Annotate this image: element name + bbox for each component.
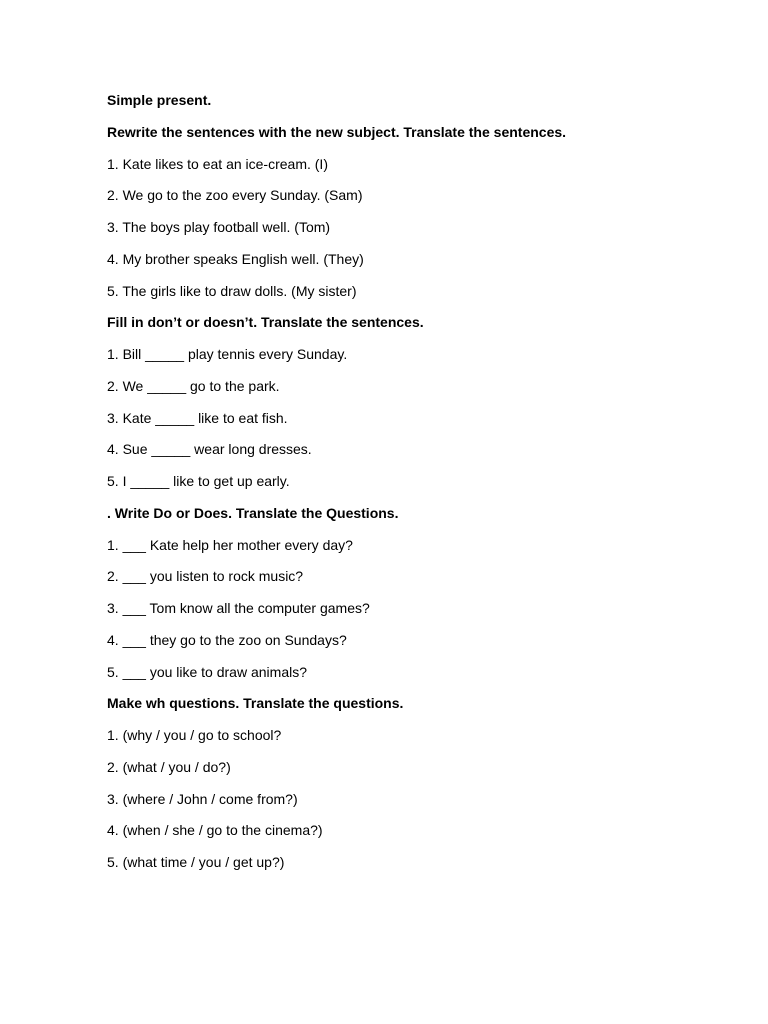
section-heading: Fill in don’t or doesn’t. Translate the sentences.	[107, 314, 424, 331]
worksheet-page	[107, 90, 727, 884]
exercise-item: 5. ___ you like to draw animals?	[107, 663, 307, 680]
section-heading: Make wh questions. Translate the questions.	[107, 695, 404, 712]
exercise-item: 4. (when / she / go to the cinema?)	[107, 822, 323, 839]
exercise-item: 5. The girls like to draw dolls. (My sister)	[107, 282, 357, 299]
exercise-item: 1. Bill _____ play tennis every Sunday.	[107, 346, 348, 362]
section-rewrite	[107, 122, 727, 313]
exercise-item: 4. ___ they go to the zoo on Sundays?	[107, 631, 347, 648]
exercise-item: 2. We go to the zoo every Sunday. (Sam)	[107, 187, 363, 204]
exercise-item: 4. Sue _____ wear long dresses.	[107, 441, 312, 458]
section-do-does	[107, 503, 727, 694]
exercise-item: 1. Kate likes to eat an ice-cream. (I)	[107, 155, 328, 172]
exercise-item: 2. We _____ go to the park.	[107, 377, 280, 394]
exercise-item: 3. (where / John / come from?)	[107, 790, 298, 807]
exercise-item: 5. I _____ like to get up early.	[107, 473, 290, 489]
section-heading: Rewrite the sentences with the new subject. Translate the sentences.	[107, 123, 567, 140]
section-heading: . Write Do or Does. Translate the Questions.	[107, 504, 399, 521]
exercise-item: 3. Kate _____ like to eat fish.	[107, 409, 288, 426]
exercise-item: 1. (why / you / go to school?	[107, 727, 282, 743]
exercise-item: 3. The boys play football well. (Tom)	[107, 219, 331, 235]
exercise-item: 2. ___ you listen to rock music?	[107, 568, 304, 585]
section-wh-questions	[107, 693, 727, 884]
exercise-item: 4. My brother speaks English well. (They)	[107, 250, 364, 267]
section-dont-doesnt	[107, 312, 727, 503]
exercise-item: 3. ___ Tom know all the computer games?	[107, 600, 370, 616]
exercise-item: 5. (what time / you / get up?)	[107, 854, 285, 870]
exercise-item: 1. ___ Kate help her mother every day?	[107, 536, 353, 553]
document-title: Simple present.	[107, 92, 212, 108]
exercise-item: 2. (what / you / do?)	[107, 758, 231, 775]
